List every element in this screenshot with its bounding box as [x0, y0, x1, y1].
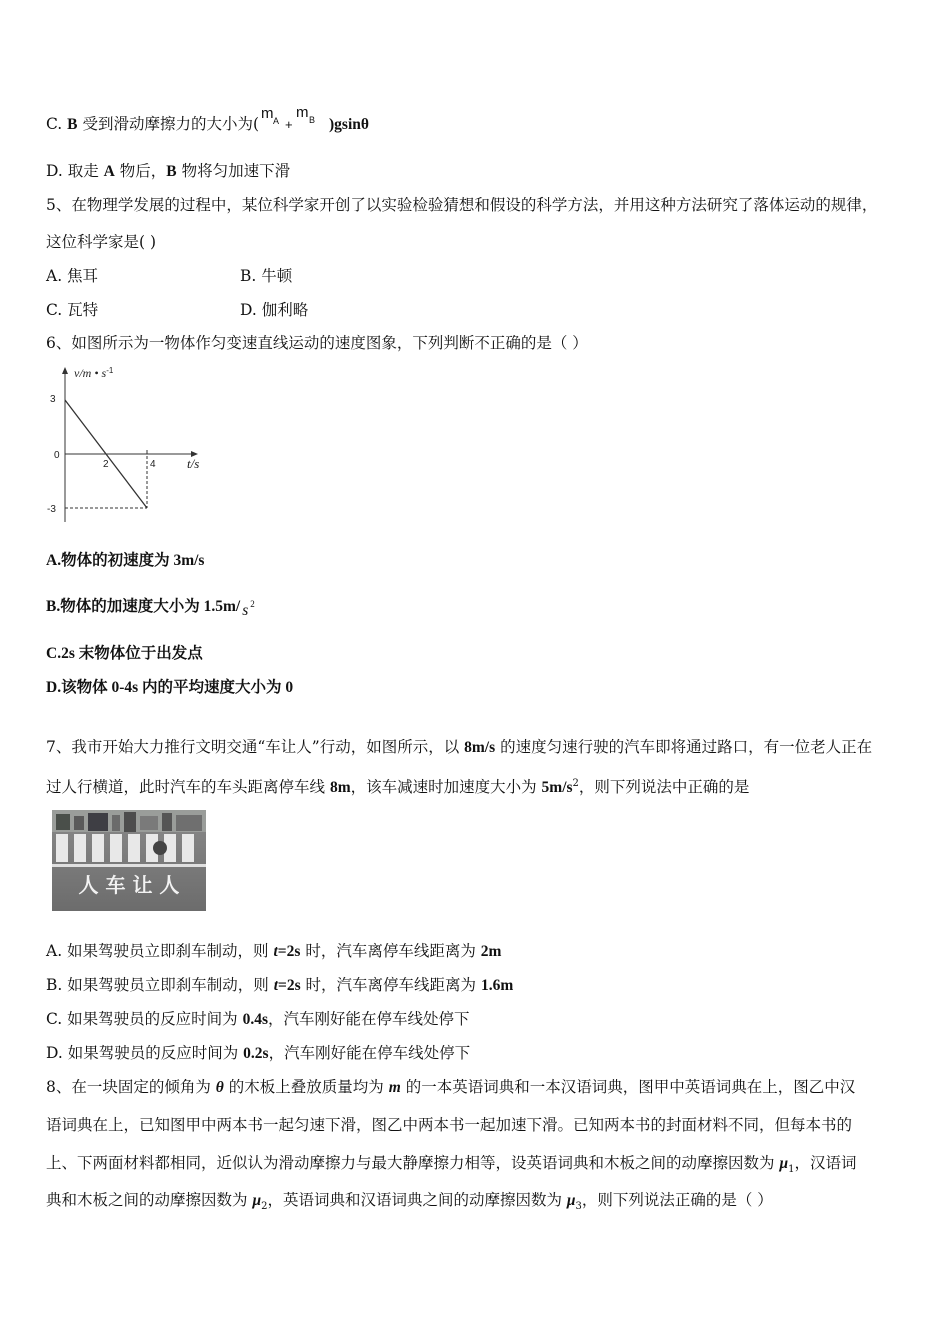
- q6-option-d: D.该物体 0-4s 内的平均速度大小为 0: [46, 679, 294, 696]
- q6-option-c: C.2s 末物体位于出发点: [46, 645, 203, 662]
- q4-option-c: C. B 受到滑动摩擦力的大小为( m A + m B )gsinθ: [46, 104, 369, 133]
- velocity-time-graph: [44, 364, 214, 524]
- q5-option-b: B. 牛顿: [240, 267, 293, 285]
- q8-stem-line4: 典和木板之间的动摩擦因数为 $\mu_2$，英语词典和汉语词典之间的动摩擦因数为 $\mu_3$，则下列说法正确的是（ ）: [46, 1191, 773, 1213]
- y-axis-arrow: [62, 367, 68, 374]
- q5-option-a: A. 焦耳: [46, 267, 99, 285]
- q5-options-row1: [46, 266, 293, 286]
- tick-y-neg3: -3: [47, 504, 56, 515]
- q7-option-d: D. 如果驾驶员的反应时间为 0.2s，汽车刚好能在停车线处停下: [46, 1044, 471, 1062]
- q5-option-c: C. 瓦特: [46, 301, 99, 319]
- unit-s: s: [242, 602, 249, 619]
- y-axis-label: v/m • $s^{-1}$: [74, 366, 114, 380]
- tick-origin: 0: [54, 450, 60, 461]
- mass-sum-formula: m A + m B: [261, 104, 316, 132]
- q8-stem-line2: 语词典在上，已知图甲中两本书一起匀速下滑，图乙中两本书一起加速下滑。已知两本书的封面材料不同，但每本书的: [46, 1116, 853, 1134]
- tick-x-2: 2: [103, 459, 109, 470]
- q5-stem-line2: 这位科学家是( ): [46, 233, 157, 251]
- q5-option-d: D. 伽利略: [240, 301, 309, 319]
- q7-option-b: B. 如果驾驶员立即刹车制动，则 t=2s 时，汽车离停车线距离为 1.6m: [46, 976, 514, 994]
- q7-option-c: C. 如果驾驶员的反应时间为 0.4s，汽车刚好能在停车线处停下: [46, 1010, 470, 1028]
- road-marking-text: 人 车 让 人: [78, 873, 180, 897]
- q8-stem-line1: 8、在一块固定的倾角为 θ 的木板上叠放质量均为 m 的一本英语词典和一本汉语词典，图甲中英语词典在上，图乙中汉: [46, 1078, 856, 1096]
- q6-stem: 6、如图所示为一物体作匀变速直线运动的速度图象，下列判断不正确的是（ ）: [46, 334, 588, 352]
- q5-stem-line1: 5、在物理学发展的过程中，某位科学家开创了以实验检验猜想和假设的科学方法，并用这种方法研究了落体运动的规律，: [46, 196, 878, 214]
- unit-exponent: 2: [250, 599, 255, 609]
- q6-option-a: A.物体的初速度为 3m/s: [46, 552, 205, 569]
- q7-option-a: A. 如果驾驶员立即刹车制动，则 t=2s 时，汽车离停车线距离为 2m: [46, 942, 502, 960]
- q7-stem-line2: 过人行横道，此时汽车的车头距离停车线 8m，该车减速时加速度大小为 $5m/s^2$，则下列说法中正确的是: [46, 778, 750, 797]
- crosswalk-photo: [52, 810, 206, 911]
- x-axis-label: t/s: [187, 456, 200, 471]
- tick-x-4: 4: [150, 459, 156, 470]
- q5-options-row2: [46, 300, 309, 320]
- q8-stem-line3: 上、下两面材料都相同，近似认为滑动摩擦力与最大静摩擦力相等，设英语词典和木板之间的动摩擦因数为 $\mu_1$，汉语词: [46, 1154, 857, 1176]
- q4-option-d: D. 取走 A 物后，B 物将匀加速下滑: [46, 162, 291, 180]
- q7-stem-line1: 7、我市开始大力推行文明交通“车让人”行动，如图所示，以 8m/s 的速度匀速行驶的汽车即将通过路口，有一位老人正在: [46, 738, 873, 756]
- q6-option-b: B.物体的加速度大小为 1.5m/ s 2: [46, 597, 258, 617]
- tick-y-3: 3: [50, 394, 56, 405]
